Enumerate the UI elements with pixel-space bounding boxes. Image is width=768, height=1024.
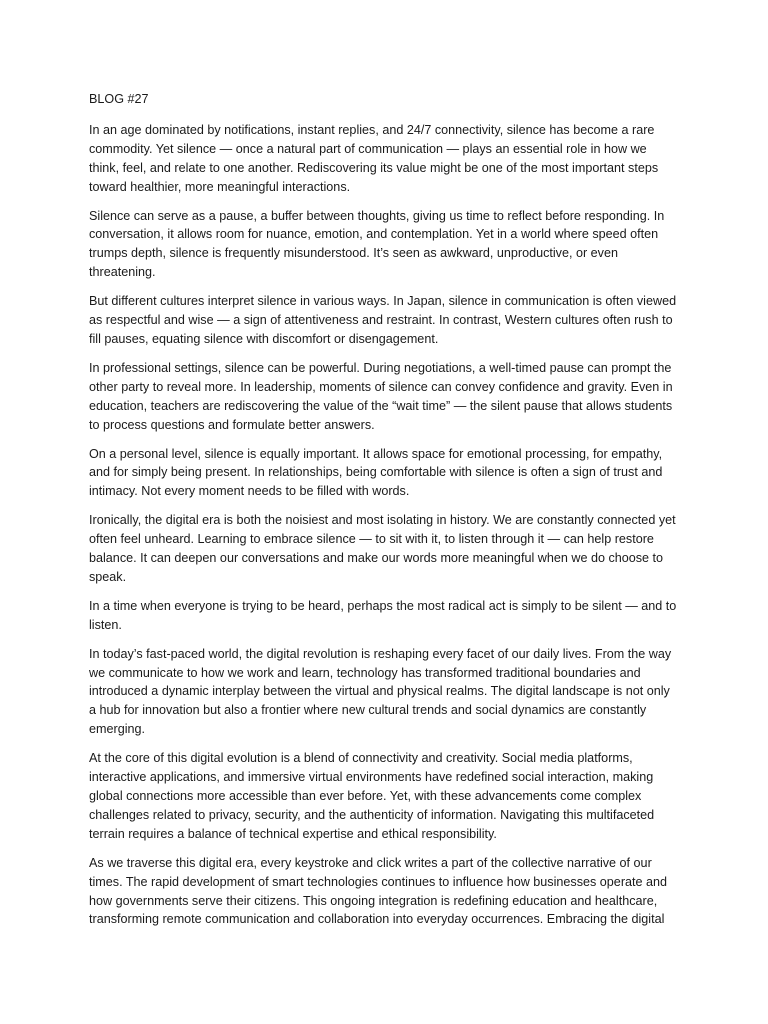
- paragraph-3: But different cultures interpret silence in various ways. In Japan, silence in communication is often viewed as respectful and wise — a sign of attentiveness and restraint. In contrast, Western cultures often rush to fill pauses, equating silence with discomfort or disengagement.: [89, 294, 677, 346]
- paragraph-2: Silence can serve as a pause, a buffer between thoughts, giving us time to reflect before responding. In conversation, it allows room for nuance, emotion, and contemplation. Yet in a world where speed often trumps depth, silence is frequently misunderstood. It’s seen as awkward, unproductive, or even threatening.: [89, 208, 665, 280]
- paragraph-5: On a personal level, silence is equally important. It allows space for emotional processing, for empathy, and for simply being present. In relationships, being comfortable with silence is often a sign of trust and intimacy. Not every moment needs to be filled with words.: [89, 446, 663, 499]
- paragraph-7: In a time when everyone is trying to be heard, perhaps the most radical act is simply to be silent — and to listen.: [89, 598, 677, 632]
- paragraph-4: In professional settings, silence can be powerful. During negotiations, a well-timed pause can prompt the other party to reveal more. In leadership, moments of silence can convey confidence and gravity. Even in education, teachers are rediscovering the value of the “wait time” — the silent pause that allows students to process questions and formulate better answers.: [89, 360, 673, 432]
- paragraph-10: As we traverse this digital era, every keystroke and click writes a part of the collective narrative of our times. The rapid development of smart technologies continues to influence how businesses operate and how governments serve their citizens. This ongoing integration is redefining education and healthcare, transforming remote communication and collaboration into everyday occurrences. Embracing the digital: [89, 855, 668, 927]
- paragraph-9: At the core of this digital evolution is a blend of connectivity and creativity. Social media platforms, interactive applications, and immersive virtual environments have redefined social interaction, making global connections more accessible than ever before. Yet, with these advancements come complex challenges related to privacy, security, and the authenticity of information. Navigating this multifaceted terrain requires a balance of technical expertise and ethical responsibility.: [89, 751, 655, 841]
- document-page: [89, 90, 679, 939]
- blog-label: BLOG #27: [89, 92, 149, 106]
- paragraph-6: Ironically, the digital era is both the noisiest and most isolating in history. We are constantly connected yet often feel unheard. Learning to embrace silence — to sit with it, to listen through it — can help restore balance. It can deepen our conversations and make our words more meaningful when we do choose to speak.: [89, 513, 676, 584]
- paragraph-1: In an age dominated by notifications, instant replies, and 24/7 connectivity, silence has become a rare commodity. Yet silence — once a natural part of communication — plays an essential role in how we think, feel, and relate to one another. Rediscovering its value might be one of the most important steps toward healthier, more meaningful interactions.: [89, 122, 659, 194]
- paragraph-8: In today’s fast-paced world, the digital revolution is reshaping every facet of our daily lives. From the way we communicate to how we work and learn, technology has transformed traditional boundaries and introduced a dynamic interplay between the virtual and physical realms. The digital landscape is not only a hub for innovation but also a frontier where new cultural trends and social dynamics are constantly emerging.: [89, 646, 672, 737]
